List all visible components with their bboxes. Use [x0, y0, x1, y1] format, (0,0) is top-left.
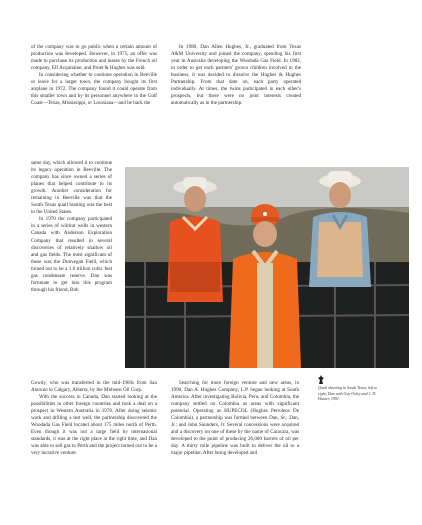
left-column-top	[31, 44, 157, 107]
paragraph: Gowdy, who was transferred in the mid-1960s from San Antonio to Calgary, Alberta, by the Midwest Oil Corp.	[31, 380, 157, 394]
left-column-narrow	[31, 160, 112, 294]
paragraph: Searching for more foreign venture and new areas, in 1990, Dan A. Hughes Company, L.P. began looking at South America. After investigating Bolivia, Peru, and Colombia, the company settled on Colombia as areas with significant potential. Operating as HUPECOL (Hughes Petroleos De Colombia), a partnership was formed between Dan, Sr.; Dan, Jr.; and John Saunders, Jr. Several concessions were acquired and a discovery on one of these by the name of Caracara, was developed to the point of producing 26,000 barrels of oil per day. A thirty mile pipeline was built to deliver the oil to a major pipeline. After being developed and	[171, 380, 299, 457]
paragraph: In 1980, Dan Allen Hughes, Jr., graduated from Texas A&M University and joined the company, spending his first year in Australia developing the Woodada Gas Field. In 1982, in order to get each partners' grown children involved in the business, it was decided to dissolve the Hughes & Hughes Partnership. From that date on, each party operated individually. At times, the twins participated in each other's prospects, but there were no joint interests created automatically as in the partnership.	[171, 44, 301, 107]
paragraph: same day, which allowed it to continue its legacy operation in Beeville. The company has since owned a series of planes that helped contribute to its growth. Another consideration for remaining in Beeville was that the South Texas quail hunting was the best in the United States.	[31, 160, 112, 216]
paragraph: of the company was to go public when a certain amount of production was developed. However, in 1975, an offer was made to purchase its production and leases by the French oil company, Elf Acquitaine, and Pruet & Hughes was sold.	[31, 44, 157, 72]
paragraph: In considering whether to continue operation in Beeville or leave for a larger town, the company bought its first airplane in 1972. The company found it could operate from this smaller town and by its personnel anywhere in the Gulf Coast—Texas, Mississippi, or Louisiana—and be back the	[31, 72, 157, 107]
photo-illustration	[125, 167, 409, 368]
right-column-bottom	[171, 380, 299, 458]
left-column-bottom	[31, 380, 157, 458]
paragraph: With the success in Canada, Dan started looking at the possibilities in other foreign countries and took a deal on a prospect in Western Australia in 1978. After doing seismic work and drilling a test well, the partnership discovered the Woodada Gas Field located about 175 miles north of Perth. Even though it was not a large field by international standards, it was at the right place at the right time, and Dan was able to sell gas to Perth and the project turned out to be a very lucrative venture.	[31, 394, 157, 457]
hunting-photo	[125, 167, 409, 368]
paragraph: In 1970 the company participated in a series of wildcat wells in western Canada with Anderson Exploration Company that resulted in several discoveries of relatively shallow oil and gas fields. The most significant of these was the Dunvegan Field, which turned out to be a 1.6 trillion cubic feet gas condensate reserve. Dan was fortunate to get into this program through his friend, Bob	[31, 216, 112, 293]
photo-caption: Quail shooting in South Texas, left to right, Dan with Guy Oxley and J. D. Hunter, 1991.	[318, 385, 378, 401]
right-column-top	[171, 44, 301, 107]
quail-icon	[318, 375, 324, 384]
